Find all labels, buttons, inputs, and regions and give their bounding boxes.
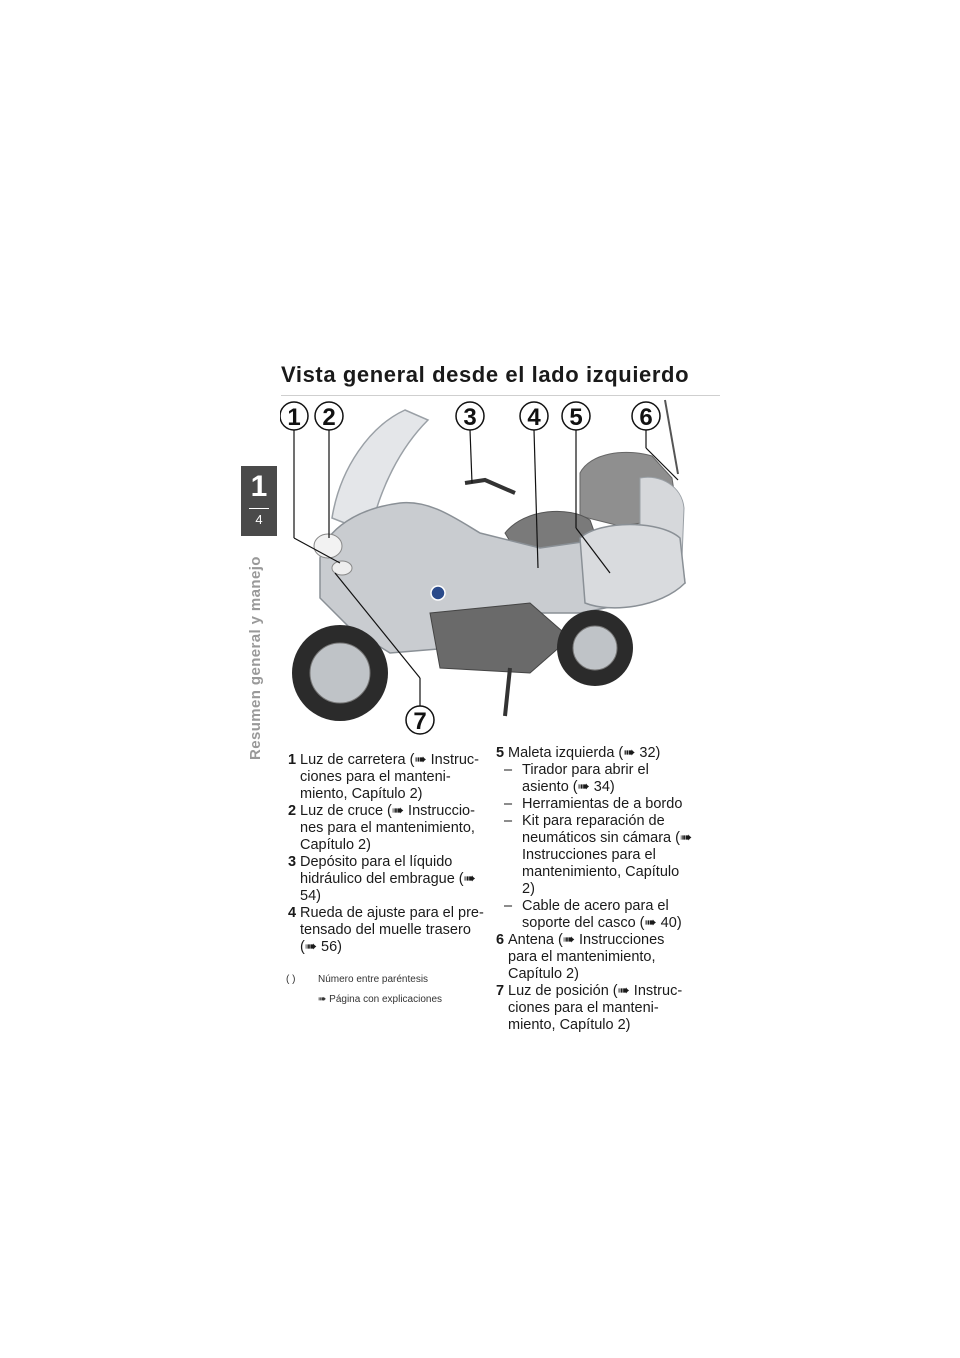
bmw-badge bbox=[431, 586, 445, 600]
callout-1 bbox=[280, 402, 308, 431]
title-rule bbox=[281, 395, 720, 396]
svg-text:6: 6 bbox=[639, 404, 653, 431]
list-item bbox=[496, 983, 696, 1034]
paren-text: Número entre paréntesis bbox=[318, 974, 429, 985]
svg-text:3: 3 bbox=[463, 404, 477, 431]
sub-text: Kit para reparación de neumáticos sin cámara (➠ Instrucciones para el mantenimiento, Capítulo 2) bbox=[522, 813, 693, 897]
item-number: 7 bbox=[496, 983, 505, 999]
center-stand bbox=[505, 668, 510, 716]
callout-3 bbox=[456, 402, 484, 431]
svg-text:1: 1 bbox=[287, 404, 301, 431]
svg-text:2: 2 bbox=[322, 404, 336, 431]
item-text: Luz de posición (➠ Instruc-ciones para el manteni-miento, Capítulo 2) bbox=[508, 983, 683, 1033]
parts-list-right bbox=[496, 745, 696, 1034]
svg-text:7: 7 bbox=[413, 708, 427, 735]
item-number: 5 bbox=[496, 745, 505, 761]
item-number: 6 bbox=[496, 932, 505, 948]
sub-item bbox=[496, 813, 696, 898]
high-beam-light bbox=[314, 534, 342, 558]
left-pannier bbox=[580, 525, 685, 608]
callout-5 bbox=[562, 402, 590, 431]
parts-list-left bbox=[288, 752, 488, 956]
chapter-number: 1 bbox=[250, 470, 268, 503]
legend-arrow-row bbox=[286, 990, 442, 1010]
list-item bbox=[496, 932, 696, 983]
low-beam-light bbox=[332, 561, 352, 575]
dash-marker: – bbox=[504, 796, 513, 812]
item-text: Antena (➠ Instrucciones para el mantenimiento, Capítulo 2) bbox=[508, 932, 665, 982]
list-item bbox=[496, 745, 696, 762]
sub-item bbox=[496, 796, 696, 813]
list-item bbox=[288, 752, 488, 803]
item-text: Rueda de ajuste para el pre-tensado del muelle trasero (➠ 56) bbox=[300, 905, 484, 955]
item-text: Maleta izquierda (➠ 32) bbox=[508, 745, 661, 761]
arrow-text: ➠ Página con explicaciones bbox=[318, 994, 443, 1005]
item-text: Depósito para el líquido hidráulico del embrague (➠ 54) bbox=[300, 854, 476, 904]
rear-rim bbox=[573, 626, 617, 670]
dash-marker: – bbox=[504, 762, 513, 778]
svg-text:4: 4 bbox=[527, 404, 541, 431]
antenna bbox=[665, 400, 678, 474]
svg-text:5: 5 bbox=[569, 404, 583, 431]
callout-6 bbox=[632, 402, 660, 431]
chapter-divider bbox=[249, 508, 269, 509]
callout-4 bbox=[520, 402, 548, 431]
sub-text: Herramientas de a bordo bbox=[522, 796, 683, 812]
chapter-tab bbox=[241, 466, 277, 536]
item-number: 4 bbox=[288, 905, 297, 921]
dash-marker: – bbox=[504, 898, 513, 914]
front-rim bbox=[310, 643, 370, 703]
legend-paren-row bbox=[286, 970, 442, 990]
item-number: 2 bbox=[288, 803, 297, 819]
list-item bbox=[288, 803, 488, 854]
item-text: Luz de carretera (➠ Instruc-ciones para el manteni-miento, Capítulo 2) bbox=[300, 752, 479, 802]
page-title: Vista general desde el lado izquierdo bbox=[281, 362, 690, 387]
sub-text: Cable de acero para el soporte del casco (➠ 40) bbox=[522, 898, 682, 931]
list-item bbox=[288, 854, 488, 905]
chapter-side-label: Resumen general y manejo bbox=[247, 556, 264, 760]
legend bbox=[286, 970, 442, 1010]
callout-7 bbox=[406, 706, 434, 735]
item-text: Luz de cruce (➠ Instruccio-nes para el mantenimiento, Capítulo 2) bbox=[300, 803, 475, 853]
list-item bbox=[288, 905, 488, 956]
sub-text: Tirador para abrir el asiento (➠ 34) bbox=[522, 762, 649, 795]
item-number: 3 bbox=[288, 854, 297, 870]
page-number: 4 bbox=[255, 512, 263, 527]
motorcycle-figure bbox=[280, 398, 720, 743]
dash-marker: – bbox=[504, 813, 513, 829]
sub-item bbox=[496, 762, 696, 796]
callout-2 bbox=[315, 402, 343, 431]
item-number: 1 bbox=[288, 752, 297, 768]
sub-item bbox=[496, 898, 696, 932]
paren-symbol: ( ) bbox=[286, 974, 296, 985]
